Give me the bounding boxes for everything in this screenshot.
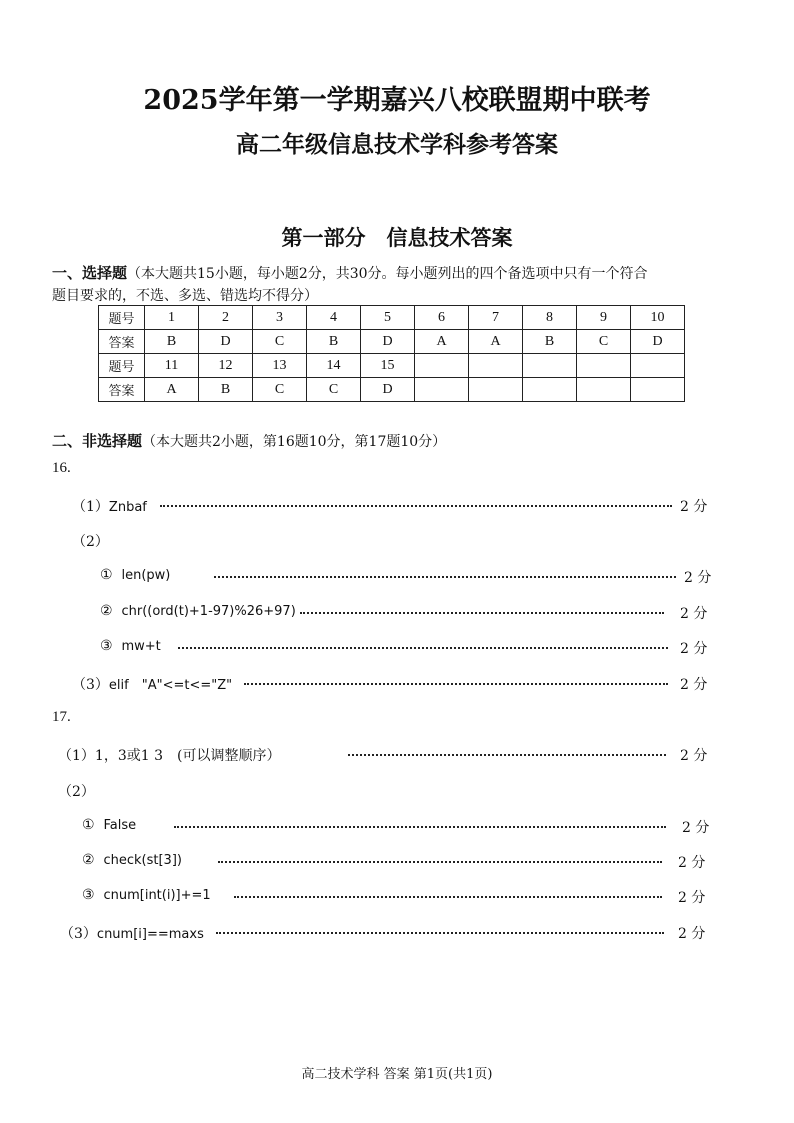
question-number-cell: 1 [145,306,199,330]
page-footer: 高二技术学科 答案 第1页(共1页) [301,1067,493,1082]
q17-number: 17. [52,709,71,725]
points-label: 2 分 [680,499,708,515]
answer-cell [631,378,685,402]
question-number-cell: 5 [361,306,415,330]
leader-dots [234,887,662,898]
points-label: 2 分 [684,570,712,586]
table-row [99,306,685,330]
answer-table [98,305,685,402]
row-label: 题号 [99,306,145,330]
q17-answer-2-1 [82,817,722,839]
q17-a2-1-label: ① [82,817,95,833]
q17-a3-text: cnum[i]==maxs [96,927,204,942]
leader-dots [218,852,662,863]
question-number-cell: 7 [469,306,523,330]
q16-a2-1-text: len(pw) [121,568,171,583]
answer-cell: C [577,330,631,354]
answer-cell: A [415,330,469,354]
table-row [99,354,685,378]
q17-answer-2-2 [82,852,722,874]
leader-dots [244,674,668,685]
q16-answer-3 [72,674,712,696]
q17-a3-label: （3） [60,926,97,942]
answer-cell [523,378,577,402]
q17-answer-1 [58,745,718,767]
question-number-cell [469,354,523,378]
question-number-cell: 14 [307,354,361,378]
question-number-cell: 11 [145,354,199,378]
points-label: 2 分 [678,926,706,942]
leader-dots [300,603,664,614]
q16-a2-3-label: ③ [100,638,113,654]
section2-heading-line [52,430,446,451]
q16-a1-label: （1） [72,499,109,515]
answer-cell [577,378,631,402]
q16-a3-label: （3） [72,677,109,693]
section2-note: （本大题共2小题，第16题10分，第17题10分） [142,434,447,450]
answer-cell: B [307,330,361,354]
q16-a2-3-text: mw+t [121,639,161,654]
q17-a2-2-label: ② [82,852,95,868]
q16-a2-1-label: ① [100,567,113,583]
leader-dots [178,638,668,649]
question-number-cell: 10 [631,306,685,330]
question-number-cell: 3 [253,306,307,330]
question-number-cell: 12 [199,354,253,378]
q17-a2-3-label: ③ [82,887,95,903]
q16-answer-2-2 [100,603,720,625]
page-title: 2025学年第一学期嘉兴八校联盟期中联考 [143,85,651,116]
q17-a2-label: （2） [58,784,95,800]
q16-a1-text: Znbaf [108,500,147,515]
q17-a1-text: 1，3或1 3 (可以调整顺序） [94,748,281,764]
question-number-cell [415,354,469,378]
answer-cell: C [253,378,307,402]
q16-a2-2-text: chr((ord(t)+1-97)%26+97) [121,604,296,619]
question-number-cell: 4 [307,306,361,330]
table-row [99,330,685,354]
answer-cell: C [253,330,307,354]
question-number-cell [631,354,685,378]
section1-heading-line [52,262,648,283]
q16-answer-2-3 [100,638,720,660]
q17-answer-2-3 [82,887,722,909]
q16-a2-2-label: ② [100,603,113,619]
leader-dots [214,567,676,578]
row-label: 题号 [99,354,145,378]
q17-a2-3-text: cnum[int(i)]+=1 [103,888,211,903]
section1-note: （本大题共15小题，每小题2分，共30分。每小题列出的四个备选项中只有一个符合 [127,266,648,282]
leader-dots [348,745,666,756]
leader-dots [160,496,672,507]
points-label: 2 分 [680,641,708,657]
answer-cell: D [361,330,415,354]
answer-cell [469,378,523,402]
answer-cell: A [145,378,199,402]
question-number-cell: 13 [253,354,307,378]
answer-cell: A [469,330,523,354]
table-row [99,378,685,402]
q17-a2-1-text: False [103,818,137,833]
points-label: 2 分 [678,855,706,871]
answer-cell [415,378,469,402]
question-number-cell: 8 [523,306,577,330]
question-number-cell: 15 [361,354,415,378]
part-title: 第一部分 信息技术答案 [281,225,513,250]
points-label: 2 分 [680,677,708,693]
answer-cell: B [523,330,577,354]
q17-answer-3 [60,923,720,945]
points-label: 2 分 [682,820,710,836]
question-number-cell: 6 [415,306,469,330]
q16-number: 16. [52,460,71,476]
answer-cell: D [361,378,415,402]
leader-dots [216,923,664,934]
points-label: 2 分 [680,606,708,622]
section1-heading: 一、选择题 [52,264,128,282]
row-label: 答案 [99,378,145,402]
answer-cell: B [199,378,253,402]
question-number-cell: 9 [577,306,631,330]
q16-a3-text: elif "A"<=t<="Z" [108,678,233,693]
points-label: 2 分 [680,748,708,764]
answer-cell: D [631,330,685,354]
question-number-cell: 2 [199,306,253,330]
leader-dots [174,817,666,828]
answer-cell: B [145,330,199,354]
q16-answer-2-1 [100,567,720,589]
q17-a1-label: （1） [58,748,95,764]
row-label: 答案 [99,330,145,354]
section1-note-line2: 题目要求的，不选、多选、错选均不得分） [52,288,318,304]
question-number-cell [523,354,577,378]
page-subtitle: 高二年级信息技术学科参考答案 [236,131,558,158]
q17-a2-2-text: check(st[3]) [103,853,182,868]
section2-heading: 二、非选择题 [52,432,143,450]
answer-cell: D [199,330,253,354]
answer-cell: C [307,378,361,402]
q16-answer-1 [72,496,712,518]
q16-a2-label: （2） [72,534,109,550]
points-label: 2 分 [678,890,706,906]
question-number-cell [577,354,631,378]
